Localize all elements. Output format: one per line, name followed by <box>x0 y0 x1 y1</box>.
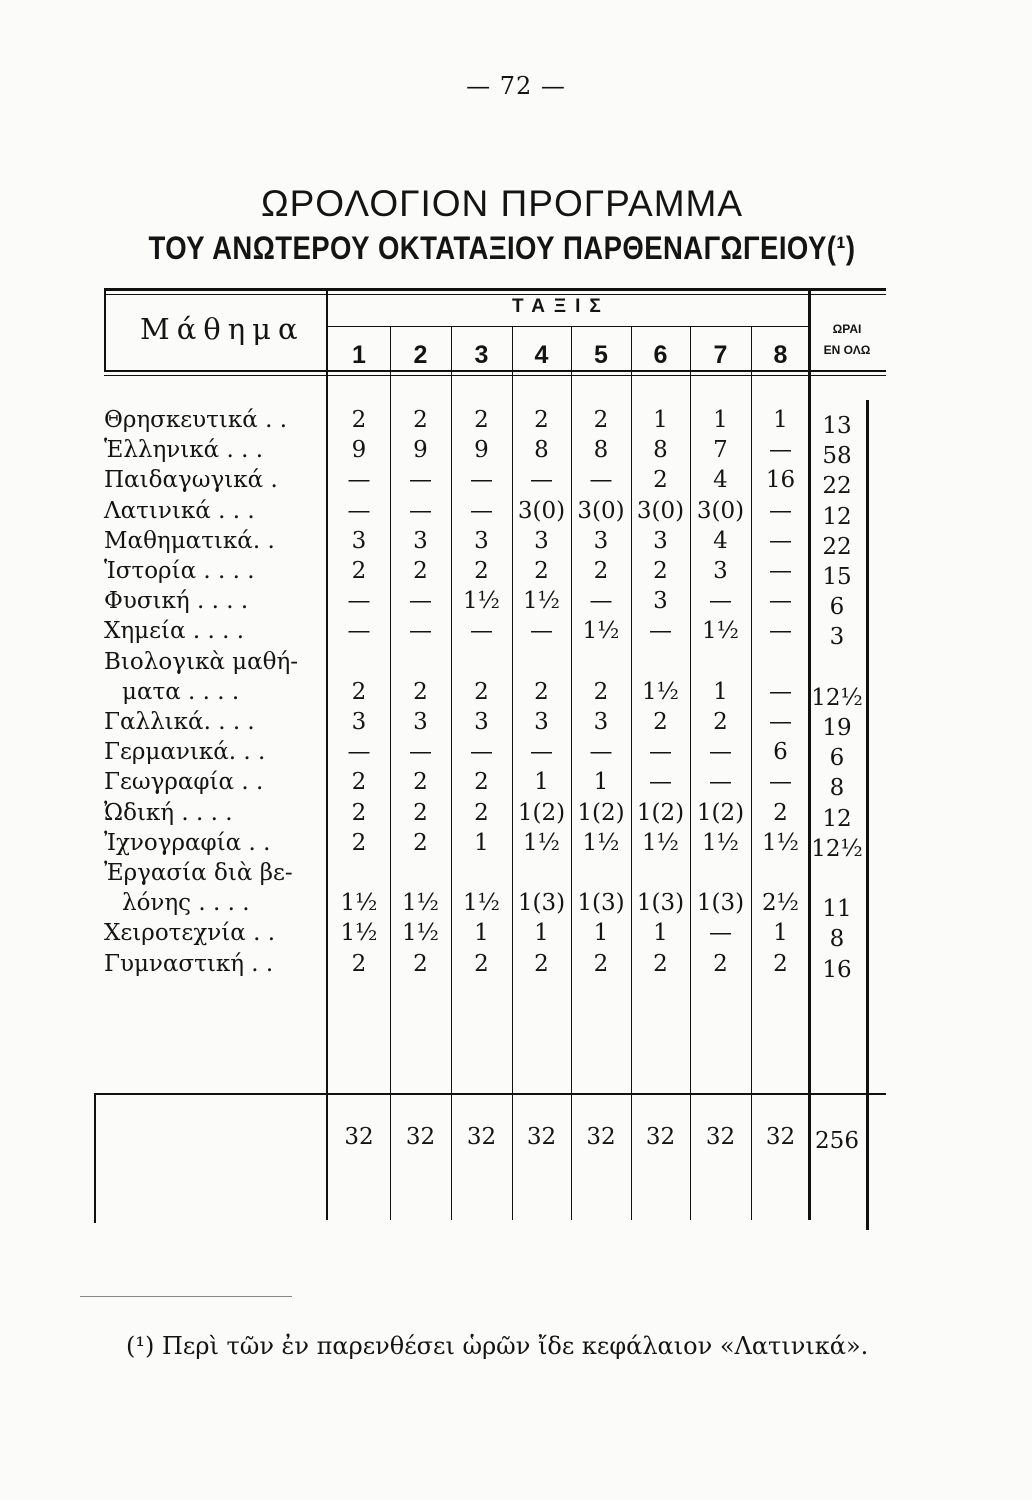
row-total-cell: 8 <box>829 926 845 953</box>
hours-cell: 2 <box>351 829 367 856</box>
subject-name: Ἱστορία . . . . <box>104 558 255 584</box>
hours-cell: 1½ <box>463 588 500 615</box>
hours-cell: 2 <box>653 558 668 584</box>
hours-cell: 1 <box>653 920 668 947</box>
hours-cell: — <box>347 467 371 494</box>
hours-cell: 3 <box>413 709 428 735</box>
hours-cell: 2 <box>773 799 788 826</box>
hours-cell: 2 <box>474 799 489 826</box>
footnote: (¹) Περὶ τῶν ἐν παρενθέσει ὡρῶν ἴδε κεφάλαιον «Λατινικά». <box>126 1332 869 1360</box>
hours-cell: 3 <box>413 527 428 554</box>
total-hours-header-line2: ΕΝ ΟΛΩ <box>823 343 871 357</box>
hours-cell: — <box>470 739 493 766</box>
hours-cell: 1½ <box>642 678 679 705</box>
hours-cell: 2 <box>534 407 549 433</box>
hours-cell: 2 <box>413 799 428 826</box>
hours-cell: 2 <box>474 678 489 705</box>
hours-cell: — <box>589 588 613 615</box>
hours-cell: — <box>409 618 432 645</box>
class-number-header: 3 <box>474 341 489 369</box>
hours-cell: 2 <box>413 558 428 584</box>
subject-name: Ἑλληνικά . . . <box>104 437 264 464</box>
hours-cell: 1 <box>474 829 489 856</box>
hours-cell: — <box>347 497 371 524</box>
hours-cell: 1 <box>534 769 549 796</box>
column-total-cell: 32 <box>645 1124 676 1150</box>
hours-cell: — <box>649 618 672 645</box>
page-number: — 72 — <box>466 72 566 100</box>
hours-cell: 2 <box>413 950 428 977</box>
subject-name: Χειροτεχνία . . <box>104 920 276 947</box>
hours-cell: 3 <box>713 558 728 584</box>
class-number-header: 8 <box>773 341 788 369</box>
column-total-cell: 32 <box>466 1124 497 1150</box>
hours-cell: 3 <box>534 709 549 735</box>
hours-cell: 3 <box>593 709 609 735</box>
hours-cell: 1(2) <box>517 799 566 826</box>
hours-cell: 2 <box>413 769 428 796</box>
hours-cell: 3 <box>653 527 668 554</box>
hours-cell: 2 <box>534 950 549 977</box>
row-total-cell: 12 <box>822 805 852 832</box>
hours-cell: 1 <box>713 678 728 705</box>
hours-cell: 1½ <box>340 890 378 917</box>
header-bottom-rule-inner <box>104 375 886 376</box>
hours-cell: — <box>709 920 732 947</box>
subject-name: Ἰχνογραφία . . <box>104 829 271 856</box>
hours-cell: 2 <box>351 769 367 796</box>
hours-cell: — <box>769 769 792 796</box>
subject-name: Παιδαγωγικά . <box>104 467 278 494</box>
hours-cell: 1½ <box>463 890 500 917</box>
hours-cell: 2 <box>653 950 668 977</box>
hours-cell: 16 <box>765 467 796 494</box>
hours-cell: 6 <box>773 739 788 766</box>
hours-cell: 2 <box>351 678 367 705</box>
hours-cell: 3 <box>593 527 609 554</box>
hours-cell: 2 <box>351 799 367 826</box>
hours-cell: — <box>409 467 432 494</box>
row-total-cell: 11 <box>822 896 852 923</box>
row-total-cell: 15 <box>822 564 852 590</box>
hours-cell: — <box>470 497 493 524</box>
hours-cell: 2 <box>773 950 788 977</box>
hours-cell: 3(0) <box>577 497 625 524</box>
hours-cell: 3 <box>653 588 668 615</box>
hours-cell: 2 <box>413 678 428 705</box>
hours-cell: 1 <box>713 407 728 433</box>
hours-cell: 8 <box>593 437 609 464</box>
hours-cell: — <box>347 739 371 766</box>
hours-cell: 2 <box>593 950 609 977</box>
class-header-divider <box>328 326 810 327</box>
subject-name: Λατινικά . . . <box>104 497 255 524</box>
class-number-header: 4 <box>534 341 549 369</box>
hours-cell: — <box>409 497 432 524</box>
hours-cell: 2 <box>474 769 489 796</box>
hours-cell: — <box>769 618 792 645</box>
hours-cell: — <box>530 467 553 494</box>
hours-cell: 3(0) <box>696 497 745 524</box>
subject-name: λόνης . . . . <box>122 890 250 917</box>
hours-cell: — <box>769 588 792 615</box>
hours-cell: 1 <box>474 920 489 947</box>
hours-cell: 2 <box>593 558 609 584</box>
hours-cell: — <box>709 739 732 766</box>
hours-cell: 2 <box>351 558 367 584</box>
column-total-cell: 32 <box>526 1124 557 1150</box>
hours-cell: 1½ <box>702 618 739 645</box>
hours-cell: 1 <box>593 920 609 947</box>
hours-cell: 2 <box>351 950 367 977</box>
hours-cell: 2 <box>593 678 609 705</box>
hours-cell: — <box>409 588 432 615</box>
hours-cell: 1½ <box>582 618 620 645</box>
hours-cell: 1 <box>653 407 668 433</box>
hours-cell: — <box>409 739 432 766</box>
hours-cell: — <box>769 709 792 735</box>
table-right-rule <box>866 400 869 1230</box>
hours-cell: 1 <box>773 407 788 433</box>
subject-column-rule <box>104 290 106 370</box>
column-total-cell: 32 <box>586 1124 616 1150</box>
hours-cell: 2 <box>593 407 609 433</box>
hours-cell: 3 <box>474 527 489 554</box>
table-top-rule-inner <box>104 294 886 295</box>
hours-cell: 3 <box>534 527 549 554</box>
hours-cell: 3(0) <box>517 497 566 524</box>
hours-cell: — <box>347 588 371 615</box>
hours-cell: 1(3) <box>636 890 685 917</box>
hours-cell: 3(0) <box>636 497 685 524</box>
hours-cell: 2 <box>713 950 728 977</box>
hours-cell: 1(3) <box>696 890 745 917</box>
hours-cell: 1 <box>773 920 788 947</box>
hours-cell: — <box>530 739 553 766</box>
subject-name: Θρησκευτικά . . <box>104 407 288 433</box>
class-number-header: 2 <box>413 341 428 369</box>
row-total-cell: 12 <box>822 503 852 530</box>
hours-cell: — <box>347 618 371 645</box>
hours-cell: 1½ <box>762 829 799 856</box>
hours-cell: 1(2) <box>696 799 745 826</box>
subject-name: Ὠδική . . . . <box>104 799 233 826</box>
hours-cell: — <box>649 769 672 796</box>
row-total-cell: 3 <box>829 624 845 651</box>
hours-cell: 8 <box>653 437 668 464</box>
hours-cell: — <box>649 739 672 766</box>
hours-cell: — <box>470 618 493 645</box>
column-total-cell: 32 <box>344 1124 374 1150</box>
hours-cell: 3 <box>474 709 489 735</box>
subject-column-rule-lower <box>94 1093 96 1223</box>
hours-cell: — <box>769 678 792 705</box>
hours-cell: — <box>530 618 553 645</box>
hours-cell: — <box>470 467 493 494</box>
hours-cell: 2 <box>413 829 428 856</box>
hours-cell: 4 <box>713 467 728 494</box>
hours-cell: 8 <box>534 437 549 464</box>
row-total-cell: 16 <box>822 956 852 983</box>
row-total-cell: 6 <box>829 594 845 621</box>
hours-cell: 2 <box>474 558 489 584</box>
hours-cell: 7 <box>713 437 728 464</box>
hours-cell: — <box>709 588 732 615</box>
table-top-rule <box>104 288 886 291</box>
hours-cell: 2 <box>474 407 489 433</box>
classes-column-header: ΤΑΞΙΣ <box>512 296 610 317</box>
hours-cell: 1(3) <box>577 890 625 917</box>
subject-name: ματα . . . . <box>122 678 240 705</box>
grand-total-cell: 256 <box>815 1128 859 1154</box>
hours-cell: 1(3) <box>517 890 566 917</box>
hours-cell: — <box>709 769 732 796</box>
subject-name: Γυμναστική . . <box>104 950 274 977</box>
hours-cell: 9 <box>474 437 489 464</box>
row-total-cell: 22 <box>822 533 852 560</box>
column-total-cell: 32 <box>765 1124 796 1150</box>
class-number-header: 5 <box>594 341 608 369</box>
hours-cell: 1½ <box>702 829 739 856</box>
hours-cell: 2 <box>534 678 549 705</box>
row-total-cell: 6 <box>829 745 845 772</box>
hours-cell: — <box>769 437 792 464</box>
hours-cell: 1(2) <box>636 799 685 826</box>
row-total-cell: 22 <box>822 473 852 500</box>
hours-cell: 1½ <box>402 920 439 947</box>
hours-cell: 2½ <box>762 890 799 917</box>
hours-cell: 2 <box>534 558 549 584</box>
hours-cell: — <box>769 527 792 554</box>
hours-cell: 1½ <box>523 829 560 856</box>
hours-cell: — <box>769 558 792 584</box>
row-total-cell: 8 <box>829 775 845 802</box>
hours-cell: 2 <box>413 407 428 433</box>
title-line-2: ΤΟΥ ΑΝΩΤΕΡΟΥ ΟΚΤΑΤΑΞΙΟΥ ΠΑΡΘΕΝΑΓΩΓΕΙΟΥ(¹) <box>148 230 856 266</box>
totals-top-rule <box>94 1093 886 1095</box>
hours-cell: 1½ <box>402 890 439 917</box>
hours-cell: 1(2) <box>577 799 625 826</box>
row-total-cell: 13 <box>822 413 852 439</box>
column-total-cell: 32 <box>405 1124 436 1150</box>
class-number-header: 7 <box>713 341 728 369</box>
hours-cell: 1 <box>593 769 609 796</box>
hours-cell: 1 <box>534 920 549 947</box>
hours-cell: 1½ <box>523 588 560 615</box>
hours-cell: 9 <box>351 437 367 464</box>
subject-column-header: Μάθημα <box>140 312 305 346</box>
column-total-cell: 32 <box>705 1124 736 1150</box>
hours-cell: 1½ <box>340 920 378 947</box>
hours-cell: 3 <box>351 527 367 554</box>
title-line-1: ΩΡΟΛΟΓΙΟΝ ΠΡΟΓΡΑΜΜΑ <box>260 183 744 224</box>
row-total-cell: 19 <box>822 715 852 741</box>
hours-cell: 2 <box>351 407 367 433</box>
subject-name: Βιολογικὰ μαθή- <box>104 648 299 675</box>
total-hours-header-line1: ΩΡΑΙ <box>832 322 862 336</box>
hours-cell: — <box>769 497 792 524</box>
hours-cell: 9 <box>413 437 428 464</box>
hours-cell: — <box>589 467 613 494</box>
subject-name: Γεωγραφία . . <box>104 769 264 796</box>
class-number-header: 6 <box>653 341 668 369</box>
subject-name: Γερμανικά. . . <box>104 739 266 766</box>
hours-cell: 1½ <box>582 829 620 856</box>
row-total-cell: 12½ <box>811 835 863 862</box>
hours-cell: 1½ <box>642 829 679 856</box>
hours-cell: 2 <box>713 709 728 735</box>
class-number-header: 1 <box>352 341 366 369</box>
footnote-rule <box>80 1296 292 1297</box>
hours-cell: — <box>589 739 613 766</box>
hours-cell: 3 <box>351 709 367 735</box>
subject-name: Γαλλικά. . . . <box>104 709 255 735</box>
row-total-cell: 58 <box>822 443 852 470</box>
hours-cell: 4 <box>713 527 728 554</box>
subject-name: Ἐργασία διὰ βε- <box>104 860 293 886</box>
row-total-cell: 12½ <box>811 684 863 711</box>
subject-name: Χημεία . . . . <box>104 618 245 645</box>
hours-cell: 2 <box>474 950 489 977</box>
hours-cell: 2 <box>653 467 668 494</box>
subject-name: Φυσική . . . . <box>104 588 249 615</box>
hours-cell: 2 <box>653 709 668 735</box>
subject-name: Μαθηματικά. . <box>104 527 275 554</box>
